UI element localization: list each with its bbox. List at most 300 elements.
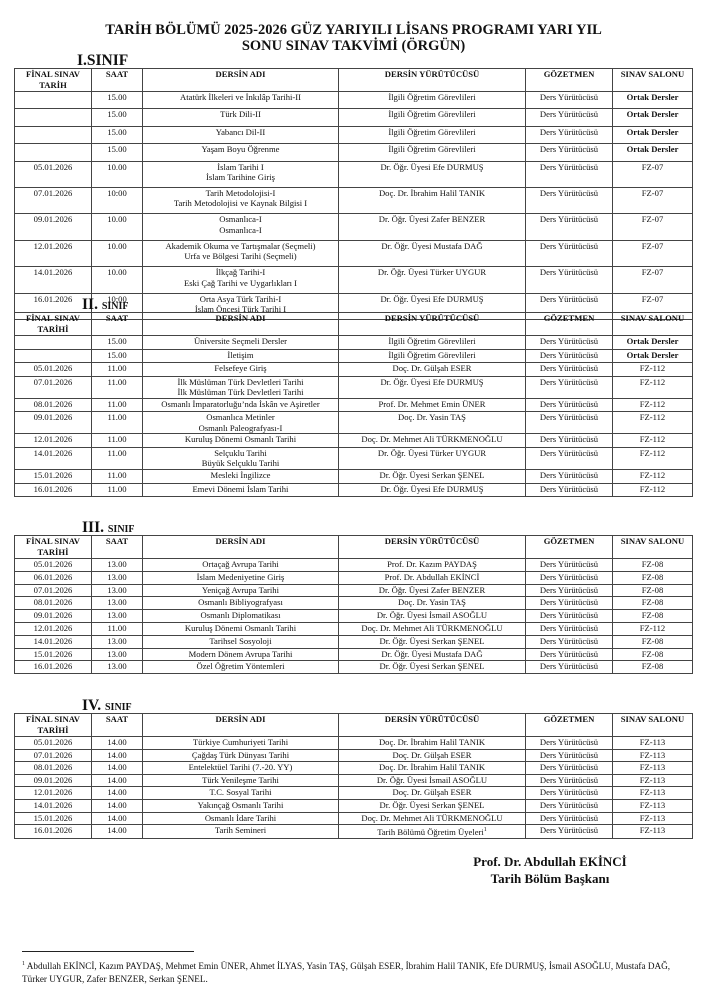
exam-room-cell: FZ-112 [613,363,693,377]
table-row [15,469,693,483]
course-name-line: İlk Müslüman Türk Devletleri Tarihi [177,376,304,387]
proctor-cell: Ders Yürütücüsü [526,434,613,448]
course-name-cell [143,737,339,750]
course-name-line: Yakınçağ Osmanlı Tarihi [197,799,284,810]
course-name-line: Osmanlı Bibliyografyası [198,597,283,608]
table-row [15,126,693,143]
exam-time-cell: 13.00 [92,584,143,597]
exam-room-cell: FZ-08 [613,584,693,597]
table-row [15,812,693,825]
instructor-name: Tarih Bölümü Öğretim Üyeleri [377,827,484,838]
course-instructor-cell: Dr. Öğr. Üyesi İsmail ASOĞLU [339,774,526,787]
exam-room-cell: Ortak Dersler [613,109,693,126]
course-name-cell [143,214,339,240]
exam-date-cell: 14.01.2026 [15,267,92,293]
proctor-cell: Ders Yürütücüsü [526,774,613,787]
exam-time-cell: 14.00 [92,737,143,750]
exam-time-cell: 13.00 [92,635,143,648]
course-name-line: Türk Yenileşme Tarihi [202,774,279,785]
course-instructor-cell: Doç. Dr. İbrahim Halil TANIK [339,187,526,213]
column-header-proctor: GÖZETMEN [526,536,613,559]
exam-room-cell: FZ-113 [613,762,693,775]
proctor-cell: Ders Yürütücüsü [526,447,613,469]
table-row [15,571,693,584]
column-header-course-instructor: DERSİN YÜRÜTÜCÜSÜ [339,714,526,737]
course-name-cell [143,376,339,398]
course-name-cell [143,187,339,213]
column-header-course-instructor: DERSİN YÜRÜTÜCÜSÜ [339,536,526,559]
proctor-cell: Ders Yürütücüsü [526,363,613,377]
section-heading-text: IV. [82,697,102,714]
exam-time-cell: 11.00 [92,483,143,497]
exam-date-cell: 12.01.2026 [15,434,92,448]
exam-date-cell: 09.01.2026 [15,214,92,240]
course-name-cell [143,434,339,448]
exam-table-year-2 [14,312,693,497]
exam-time-cell: 11.00 [92,376,143,398]
table-row [15,774,693,787]
course-name-cell [143,483,339,497]
course-instructor-cell: Doç. Dr. Gülşah ESER [339,787,526,800]
exam-time-cell: 15.00 [92,126,143,143]
exam-date-cell [15,144,92,161]
course-instructor-cell: Doç. Dr. İbrahim Halil TANIK [339,762,526,775]
course-instructor-cell: Dr. Öğr. Üyesi Türker UYGUR [339,267,526,293]
course-name-line: Üniversite Seçmeli Dersler [193,336,288,346]
course-instructor-cell: Doç. Dr. Mehmet Ali TÜRKMENOĞLU [339,622,526,635]
proctor-cell: Ders Yürütücüsü [526,349,613,363]
column-header-course-instructor: DERSİN YÜRÜTÜCÜSÜ [339,69,526,92]
course-name-line: Emevi Dönemi İslam Tarihi [192,483,289,494]
proctor-cell: Ders Yürütücüsü [526,571,613,584]
exam-room-cell: FZ-08 [613,597,693,610]
table-row [15,349,693,363]
course-instructor-cell: Dr. Öğr. Üyesi Serkan ŞENEL [339,635,526,648]
exam-date-cell: 05.01.2026 [15,737,92,750]
exam-date-cell: 14.01.2026 [15,635,92,648]
exam-time-cell: 13.00 [92,610,143,623]
proctor-cell: Ders Yürütücüsü [526,144,613,161]
exam-time-cell: 15.00 [92,92,143,109]
proctor-cell: Ders Yürütücüsü [526,187,613,213]
exam-date-cell: 07.01.2026 [15,376,92,398]
course-name-cell [143,144,339,161]
table-row [15,584,693,597]
proctor-cell: Ders Yürütücüsü [526,610,613,623]
column-header-exam-time: SAAT [92,69,143,92]
course-name-line: Yeniçağ Avrupa Tarihi [202,584,279,595]
table-row [15,214,693,240]
column-header-exam-date: FİNAL SINAV TARİHİ [15,536,92,559]
course-instructor-cell: İlgili Öğretim Görevlileri [339,109,526,126]
exam-date-cell [15,92,92,109]
signature-name: Prof. Dr. Abdullah EKİNCİ [473,854,627,869]
course-name-line: Çağdaş Türk Dünyası Tarihi [191,749,290,760]
course-instructor-cell: Dr. Öğr. Üyesi Serkan ŞENEL [339,799,526,812]
course-name-cell [143,336,339,350]
course-name-cell [143,126,339,143]
column-header-exam-room: SINAV SALONU [613,69,693,92]
exam-date-cell: 16.01.2026 [15,661,92,674]
proctor-cell: Ders Yürütücüsü [526,559,613,572]
proctor-cell: Ders Yürütücüsü [526,648,613,661]
proctor-cell: Ders Yürütücüsü [526,92,613,109]
course-name-line: Entelektüel Tarihi (7.-20. YY) [188,762,293,773]
course-name-line: İslam Tarihi I [217,161,264,172]
exam-room-cell: Ortak Dersler [613,336,693,350]
course-name-line: Felsefeye Giriş [214,363,267,374]
footnote-text: Abdullah EKİNCİ, Kazım PAYDAŞ, Mehmet Emin ÜNER, Ahmet İLYAS, Yasin TAŞ, Gülşah ESER, İbrahim Halil TANIK, Efe DURMUŞ, İsmail ASOĞLU, Mustafa DAĞ, Türker UYGUR, Zafer BENZER, Serkan ŞENEL. [22,961,671,985]
proctor-cell: Ders Yürütücüsü [526,597,613,610]
section-heading-text: III. [82,519,104,536]
section-heading-small: SINIF [104,702,132,713]
exam-time-cell: 15.00 [92,109,143,126]
exam-date-cell: 14.01.2026 [15,447,92,469]
proctor-cell: Ders Yürütücüsü [526,469,613,483]
column-header-exam-date: FİNAL SINAV TARİHİ [15,313,92,336]
exam-room-cell: Ortak Dersler [613,144,693,161]
exam-date-cell: 07.01.2026 [15,187,92,213]
proctor-cell: Ders Yürütücüsü [526,267,613,293]
course-name-line: Osmanlıca-I [219,214,262,225]
column-header-exam-room: SINAV SALONU [613,313,693,336]
course-name-line: İlkçağ Tarihi-I [215,267,266,278]
exam-date-cell: 09.01.2026 [15,412,92,434]
course-instructor-cell: Doç. Dr. Gülşah ESER [339,749,526,762]
course-name-cell [143,398,339,412]
table-header-row [15,313,693,336]
exam-time-cell: 10:00 [92,187,143,213]
course-instructor-cell: Dr. Öğr. Üyesi Türker UYGUR [339,447,526,469]
proctor-cell: Ders Yürütücüsü [526,293,613,319]
exam-room-cell: Ortak Dersler [613,126,693,143]
exam-room-cell: FZ-113 [613,749,693,762]
course-name-cell [143,412,339,434]
proctor-cell: Ders Yürütücüsü [526,635,613,648]
exam-room-cell: FZ-112 [613,622,693,635]
column-header-course-name: DERSİN ADI [143,536,339,559]
course-name-cell [143,109,339,126]
course-name-line: Özel Öğretim Yöntemleri [196,661,285,672]
course-name-line: İslam Medeniyetine Giriş [196,571,285,582]
proctor-cell: Ders Yürütücüsü [526,336,613,350]
exam-time-cell: 14.00 [92,812,143,825]
table-row [15,661,693,674]
proctor-cell: Ders Yürütücüsü [526,825,613,838]
course-name-alt-line: Osmanlıca-I [219,224,262,235]
exam-room-cell: FZ-08 [613,648,693,661]
table-row [15,559,693,572]
exam-room-cell: FZ-113 [613,825,693,838]
course-instructor-cell: Doç. Dr. İbrahim Halil TANIK [339,737,526,750]
column-header-exam-date: FİNAL SINAV TARİH [15,69,92,92]
column-header-course-name: DERSİN ADI [143,69,339,92]
exam-time-cell: 10.00 [92,267,143,293]
proctor-cell: Ders Yürütücüsü [526,799,613,812]
exam-room-cell: FZ-07 [613,214,693,240]
proctor-cell: Ders Yürütücüsü [526,737,613,750]
proctor-cell: Ders Yürütücüsü [526,126,613,143]
course-name-line: Yaşam Boyu Öğrenme [201,144,280,155]
exam-room-cell: FZ-112 [613,469,693,483]
course-instructor-cell: Dr. Öğr. Üyesi Zafer BENZER [339,214,526,240]
table-row [15,648,693,661]
exam-date-cell: 14.01.2026 [15,799,92,812]
course-name-cell [143,267,339,293]
exam-room-cell: FZ-112 [613,483,693,497]
table-row [15,610,693,623]
course-name-alt-line: Urfa ve Bölgesi Tarihi (Seçmeli) [184,251,297,262]
exam-date-cell: 05.01.2026 [15,559,92,572]
exam-time-cell: 14.00 [92,762,143,775]
course-name-line: Tarih Metodolojisi-I [205,187,276,198]
exam-time-cell: 14.00 [92,825,143,838]
proctor-cell: Ders Yürütücüsü [526,622,613,635]
course-name-line: Akademik Okuma ve Tartışmalar (Seçmeli) [165,240,316,251]
column-header-proctor: GÖZETMEN [526,69,613,92]
proctor-cell: Ders Yürütücüsü [526,483,613,497]
table-row [15,92,693,109]
table-row [15,240,693,266]
course-instructor-cell: Doç. Dr. Yasin TAŞ [339,597,526,610]
column-header-exam-date: FİNAL SINAV TARİHİ [15,714,92,737]
exam-time-cell: 11.00 [92,434,143,448]
course-name-cell [143,661,339,674]
exam-time-cell: 13.00 [92,571,143,584]
exam-room-cell: FZ-112 [613,412,693,434]
course-name-line: Osmanlı İmparatorluğu’nda İskân ve Aşiretler [161,398,320,409]
course-name-cell [143,349,339,363]
course-name-cell [143,92,339,109]
exam-date-cell: 15.01.2026 [15,648,92,661]
table-row [15,787,693,800]
course-name-line: Kuruluş Dönemi Osmanlı Tarihi [184,434,297,445]
exam-date-cell: 05.01.2026 [15,161,92,187]
proctor-cell: Ders Yürütücüsü [526,109,613,126]
exam-room-cell: FZ-07 [613,267,693,293]
course-name-line: Mesleki İngilizce [210,469,271,480]
table-row [15,737,693,750]
exam-date-cell: 15.01.2026 [15,469,92,483]
table-row [15,434,693,448]
exam-date-cell [15,109,92,126]
table-row [15,762,693,775]
table-header-row [15,536,693,559]
course-name-cell [143,469,339,483]
exam-time-cell: 14.00 [92,787,143,800]
column-header-exam-time: SAAT [92,313,143,336]
course-name-cell [143,610,339,623]
table-row [15,267,693,293]
course-instructor-cell: Doç. Dr. Gülşah ESER [339,363,526,377]
course-instructor-cell: Dr. Öğr. Üyesi Mustafa DAĞ [339,648,526,661]
exam-room-cell: FZ-08 [613,571,693,584]
proctor-cell: Ders Yürütücüsü [526,762,613,775]
proctor-cell: Ders Yürütücüsü [526,584,613,597]
exam-room-cell: FZ-112 [613,376,693,398]
course-name-alt-line: Osmanlı Paleografyası-I [198,422,283,433]
course-instructor-cell: İlgili Öğretim Görevlileri [339,144,526,161]
course-name-cell [143,584,339,597]
exam-room-cell: FZ-08 [613,635,693,648]
exam-date-cell: 09.01.2026 [15,774,92,787]
section-heading-text: II. [82,296,98,313]
table-row [15,161,693,187]
table-row [15,412,693,434]
course-name-line: Tarihsel Sosyoloji [209,635,272,646]
table-header-row [15,69,693,92]
exam-time-cell: 10.00 [92,214,143,240]
course-name-line: Osmanlı İdare Tarihi [204,812,277,823]
course-name-cell [143,597,339,610]
section-heading-small: SINIF [101,301,129,312]
course-name-line: Türkiye Cumhuriyeti Tarihi [192,737,289,747]
course-name-cell [143,161,339,187]
proctor-cell: Ders Yürütücüsü [526,240,613,266]
exam-date-cell: 16.01.2026 [15,483,92,497]
exam-time-cell: 14.00 [92,749,143,762]
exam-time-cell: 11.00 [92,363,143,377]
table-row [15,635,693,648]
course-instructor-cell: Dr. Öğr. Üyesi Efe DURMUŞ [339,161,526,187]
exam-table-year-4 [14,713,693,839]
course-name-cell [143,622,339,635]
exam-room-cell: FZ-112 [613,434,693,448]
exam-date-cell: 12.01.2026 [15,240,92,266]
course-name-cell [143,787,339,800]
table-row [15,398,693,412]
course-name-line: Atatürk İlkeleri ve İnkılâp Tarihi-II [180,92,301,102]
course-instructor-cell: Dr. Öğr. Üyesi Zafer BENZER [339,584,526,597]
course-instructor-cell: İlgili Öğretim Görevlileri [339,349,526,363]
course-name-line: Türk Dili-II [220,109,261,120]
course-name-line: Osmanlıca Metinler [206,412,275,423]
exam-room-cell: FZ-08 [613,559,693,572]
proctor-cell: Ders Yürütücüsü [526,661,613,674]
course-name-line: Modern Dönem Avrupa Tarihi [188,648,293,659]
exam-date-cell: 12.01.2026 [15,622,92,635]
proctor-cell: Ders Yürütücüsü [526,376,613,398]
exam-room-cell: FZ-07 [613,161,693,187]
course-name-alt-line: İlk Müslüman Türk Devletleri Tarihi [177,387,304,398]
exam-time-cell: 10:00 [92,293,143,319]
course-name-cell [143,571,339,584]
signature-role: Tarih Bölüm Başkanı [490,871,610,886]
course-name-line: İletişim [227,349,254,360]
course-name-cell [143,749,339,762]
exam-date-cell: 15.01.2026 [15,812,92,825]
exam-date-cell: 16.01.2026 [15,293,92,319]
course-instructor-cell: Dr. Öğr. Üyesi Serkan ŞENEL [339,469,526,483]
document-title-line-1: TARİH BÖLÜMÜ 2025-2026 GÜZ YARIYILI LİSANS PROGRAMI YARI YIL [105,22,602,38]
exam-room-cell: FZ-113 [613,774,693,787]
column-header-course-instructor: DERSİN YÜRÜTÜCÜSÜ [339,313,526,336]
course-instructor-cell: Prof. Dr. Mehmet Emin ÜNER [339,398,526,412]
signature-block [465,853,635,887]
table-row [15,376,693,398]
course-name-line: T.C. Sosyal Tarihi [209,787,272,798]
course-name-line: Ortaçağ Avrupa Tarihi [202,559,279,569]
course-name-line: Yabancı Dil-II [215,126,266,137]
proctor-cell: Ders Yürütücüsü [526,161,613,187]
exam-time-cell: 13.00 [92,648,143,661]
table-row [15,187,693,213]
section-heading-text: I.SINIF [77,52,129,69]
column-header-proctor: GÖZETMEN [526,313,613,336]
course-name-alt-line: İslam Öncesi Türk Tarihi I [194,304,287,315]
exam-room-cell: FZ-112 [613,398,693,412]
exam-room-cell: FZ-113 [613,787,693,800]
course-instructor-cell: Doç. Dr. Mehmet Ali TÜRKMENOĞLU [339,812,526,825]
exam-table-year-1 [14,68,693,320]
course-name-alt-line: Eski Çağ Tarihi ve Uygarlıkları I [183,277,298,288]
exam-date-cell: 05.01.2026 [15,363,92,377]
exam-time-cell: 15.00 [92,336,143,350]
table-row [15,597,693,610]
exam-room-cell: Ortak Dersler [613,92,693,109]
exam-room-cell: FZ-08 [613,661,693,674]
proctor-cell: Ders Yürütücüsü [526,787,613,800]
table-row [15,336,693,350]
exam-room-cell: Ortak Dersler [613,349,693,363]
table-row [15,483,693,497]
exam-date-cell [15,349,92,363]
column-header-exam-room: SINAV SALONU [613,714,693,737]
table-row [15,825,693,838]
section-heading-small: SINIF [107,524,135,535]
column-header-proctor: GÖZETMEN [526,714,613,737]
exam-room-cell: FZ-08 [613,610,693,623]
exam-date-cell [15,126,92,143]
course-instructor-cell: Dr. Öğr. Üyesi Serkan ŞENEL [339,661,526,674]
course-instructor-cell: Dr. Öğr. Üyesi Efe DURMUŞ [339,483,526,497]
course-name-line: Selçuklu Tarihi [214,447,267,458]
exam-time-cell: 15.00 [92,349,143,363]
table-row [15,363,693,377]
exam-room-cell: FZ-07 [613,293,693,319]
course-instructor-cell: İlgili Öğretim Görevlileri [339,126,526,143]
course-name-cell [143,762,339,775]
exam-time-cell: 10.00 [92,240,143,266]
exam-date-cell: 07.01.2026 [15,749,92,762]
proctor-cell: Ders Yürütücüsü [526,812,613,825]
course-name-line: Kuruluş Dönemi Osmanlı Tarihi [184,622,297,633]
course-instructor-cell: İlgili Öğretim Görevlileri [339,92,526,109]
exam-date-cell: 08.01.2026 [15,597,92,610]
course-instructor-cell: Prof. Dr. Abdullah EKİNCİ [339,571,526,584]
exam-time-cell: 11.00 [92,398,143,412]
exam-date-cell: 12.01.2026 [15,787,92,800]
course-instructor-cell: Prof. Dr. Kazım PAYDAŞ [339,559,526,572]
exam-date-cell: 16.01.2026 [15,825,92,838]
course-instructor-cell: Dr. Öğr. Üyesi Mustafa DAĞ [339,240,526,266]
exam-date-cell: 06.01.2026 [15,571,92,584]
exam-time-cell: 13.00 [92,597,143,610]
course-name-cell [143,635,339,648]
footnote-marker: 1 [22,961,25,967]
proctor-cell: Ders Yürütücüsü [526,214,613,240]
exam-date-cell: 09.01.2026 [15,610,92,623]
table-row [15,447,693,469]
proctor-cell: Ders Yürütücüsü [526,398,613,412]
course-name-cell [143,648,339,661]
exam-time-cell: 15.00 [92,144,143,161]
course-instructor-cell: Doç. Dr. Yasin TAŞ [339,412,526,434]
exam-time-cell: 11.00 [92,622,143,635]
footnote [22,958,692,986]
column-header-course-name: DERSİN ADI [143,313,339,336]
exam-date-cell [15,336,92,350]
